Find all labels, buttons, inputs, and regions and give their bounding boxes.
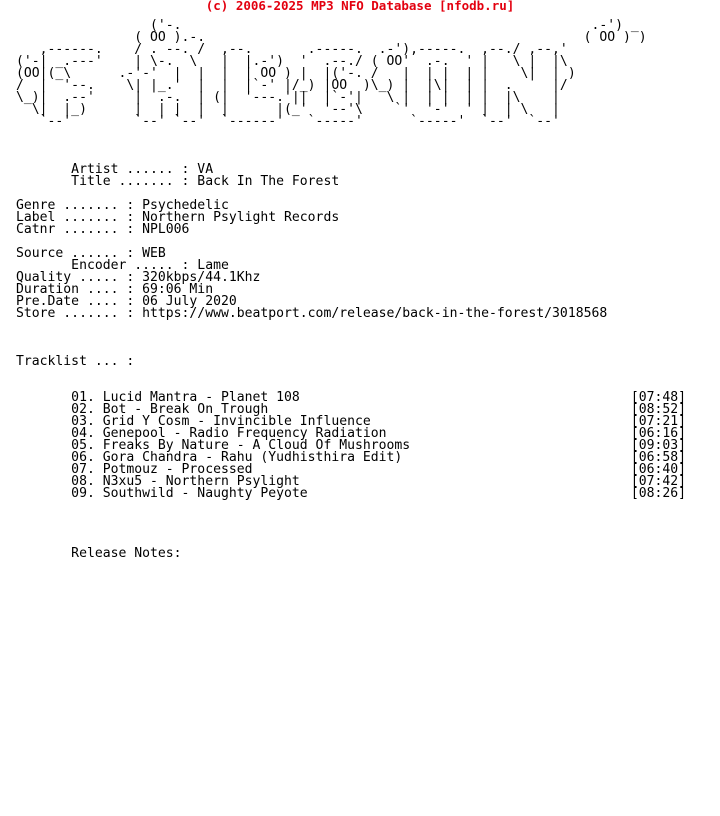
nfo-text-content: ('-. .-') _ ( OO ).-. ( OO ) ) ,------. / . --. / ,--. .-----. .-'),-----. ,--./ ,--,' ('-| _.---' | \-. \ | |.-') ' .--./ ( OO' .-. ' | \ | |\ (OO|(_\ .-'-' | | | | OO ) | |('-. / | | | | | \| | ) / | '--. \| |_.' | | |`-' |/_) |OO )\_) | |\| | | . |/ \_)| .--' | .-. | (| '---.'|| |`-'| \ | | | | | |\ | \| |_) | | | | | |(_' '--'\ `' '-' ' | | \ | `--' `--' `--' `------' `-----' `-----' `--' `--' Artist ...... : VA Title ....... : Back In The Forest Genre ....... : Psychedelic Label ....... : Northern Psylight Records Catnr ....... : NPL006 Source ...... : WEB Encoder ..... : Lame Quality ..... : 320kbps/44.1Khz Duration .... : 69:06 Min Pre.Date .... : 06 July 2020 Store ....... : https://www.beatport.com/release/back-in-the-forest/3018568 Tracklist ... : 01. Lucid Mantra - Planet 108 [07:48] 02. Bot - Break On Trough [08:52] 03. Grid Y Cosm - Invincible Influence [07:21] 04. Genepool - Radio Frequency Radiation [06:16] 05. Freaks By Nature - A Cloud Of Mushrooms [09:03] 06. Gora Chandra - Rahu (Yudhisthira Edit) [06:58] 07. Potmouz - Processed [06:40] 08. N3xu5 - Northern Psylight [07:42] 09. Southwild - Naughty Peyote [08:26] Release Notes:: [16, 18, 687, 561]
nfodb-copyright-header: (c) 2006-2025 MP3 NFO Database [nfodb.ru]: [205, 0, 515, 13]
